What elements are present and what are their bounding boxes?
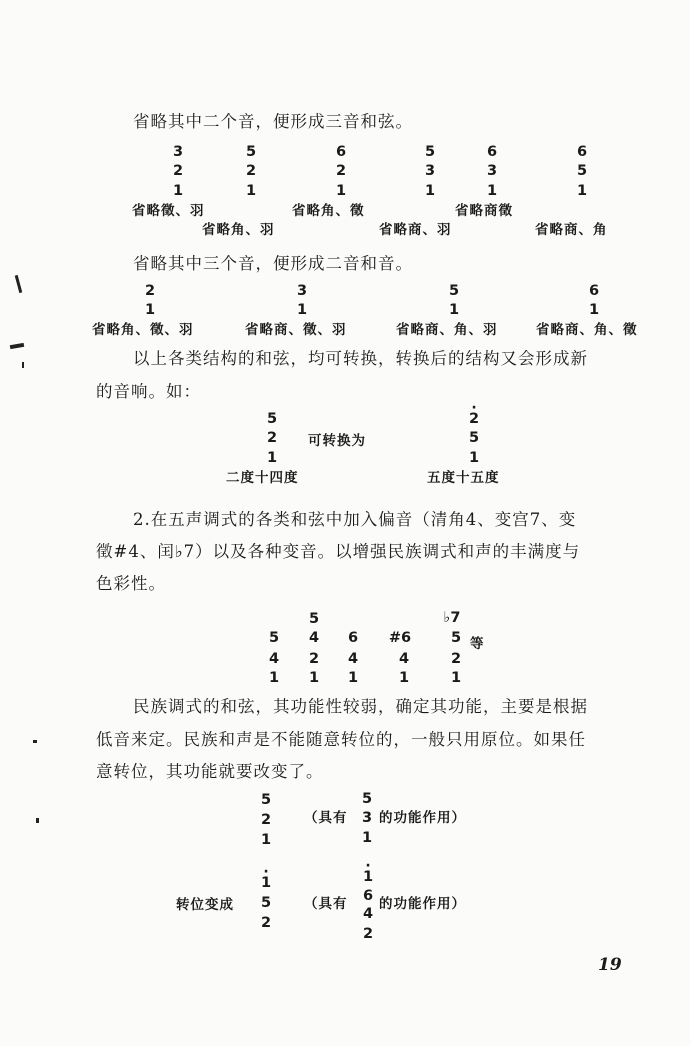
triad-4-bass: 1 xyxy=(424,183,436,199)
altered-3-mid: 4 xyxy=(347,651,359,667)
dyad-3-top: 5 xyxy=(448,283,460,299)
inversion-frac-bass: 2 xyxy=(362,926,374,942)
altered-2-upper: 4 xyxy=(308,630,320,646)
altered-2-mid: 2 xyxy=(308,651,320,667)
dyad-label-2: 省略商、徵、羽 xyxy=(245,322,347,338)
triad-1-mid: 2 xyxy=(172,163,184,179)
altered-3-top: 6 xyxy=(347,630,359,646)
scan-speck xyxy=(36,818,39,823)
dyad-label-4: 省略商、角、徵 xyxy=(536,322,638,338)
inversion-frac-top-digit: · 1 xyxy=(363,869,373,885)
altered-5-mid: 2 xyxy=(450,651,462,667)
paragraph-triads-intro: 省略其中二个音，便形成三音和弦。 xyxy=(133,112,413,131)
triad-2-bass: 1 xyxy=(245,183,257,199)
dyad-label-1: 省略角、徵、羽 xyxy=(92,322,194,338)
altered-5-top: ♭7 xyxy=(443,610,461,626)
function-root-mid: 2 xyxy=(260,812,272,828)
triad-3-top: 6 xyxy=(335,144,347,160)
paragraph-function-line2: 低音来定。民族和声是不能随意转位的，一般只用原位。如果任 xyxy=(96,730,586,749)
page-number: 19 xyxy=(598,955,622,975)
paragraph-altered-line2: 徵#4、闰♭7）以及各种变音。以增强民族调式和声的丰满度与 xyxy=(96,542,581,561)
triad-label-6: 省略商、角 xyxy=(535,222,608,238)
dyad-1-bass: 1 xyxy=(144,302,156,318)
inversion-top xyxy=(256,875,276,891)
inversion-frac-upper: 6 xyxy=(362,888,374,904)
inversion-close: 的功能作用） xyxy=(379,896,466,912)
altered-3-bass: 1 xyxy=(347,670,359,686)
function-root-open: （具有 xyxy=(304,810,348,826)
conversion-right-caption: 五度十五度 xyxy=(427,470,500,486)
altered-2-top: 5 xyxy=(308,611,320,627)
triad-6-bass: 1 xyxy=(576,183,588,199)
conversion-left-top: 5 xyxy=(266,411,278,427)
triad-6-top: 6 xyxy=(576,144,588,160)
inversion-mid: 5 xyxy=(260,895,272,911)
dyad-1-top: 2 xyxy=(144,283,156,299)
triad-label-3: 省略角、徵 xyxy=(292,203,365,219)
inversion-bass: 2 xyxy=(260,915,272,931)
dyad-4-top: 6 xyxy=(588,283,600,299)
triad-3-bass: 1 xyxy=(335,183,347,199)
triad-3-mid: 2 xyxy=(335,163,347,179)
function-root-close: 的功能作用） xyxy=(379,810,466,826)
triad-label-1: 省略徵、羽 xyxy=(132,203,205,219)
inversion-prefix: 转位变成 xyxy=(176,897,234,913)
triad-4-mid: 3 xyxy=(424,163,436,179)
inversion-top-digit: · 1 xyxy=(261,875,271,891)
altered-etc: 等 xyxy=(470,636,485,652)
altered-1-mid: 4 xyxy=(268,651,280,667)
triad-label-4: 省略商、羽 xyxy=(379,222,452,238)
function-root-top: 5 xyxy=(260,792,272,808)
triad-2-top: 5 xyxy=(245,144,257,160)
paragraph-altered-line3: 色彩性。 xyxy=(96,574,166,593)
inversion-open: （具有 xyxy=(304,896,348,912)
conversion-right-top xyxy=(464,411,484,427)
conversion-arrow-text: 可转换为 xyxy=(308,433,366,449)
paragraph-function-line1: 民族调式的和弦，其功能性较弱，确定其功能，主要是根据 xyxy=(133,697,588,716)
altered-1-bass: 1 xyxy=(268,670,280,686)
conversion-left-mid: 2 xyxy=(266,430,278,446)
conversion-right-top-digit: · 2 xyxy=(469,411,479,427)
altered-5-upper: 5 xyxy=(450,630,462,646)
triad-label-2: 省略角、羽 xyxy=(202,222,275,238)
paragraph-inversion-line2: 的音响。如： xyxy=(96,382,201,401)
altered-1-top: 5 xyxy=(268,630,280,646)
conversion-right-bass: 1 xyxy=(468,450,480,466)
triad-5-bass: 1 xyxy=(486,183,498,199)
inversion-frac-top xyxy=(358,869,378,885)
triad-1-top: 3 xyxy=(172,144,184,160)
paragraph-inversion-line1: 以上各类结构的和弦，均可转换，转换后的结构又会形成新 xyxy=(133,349,588,368)
triad-4-top: 5 xyxy=(424,144,436,160)
dyad-2-top: 3 xyxy=(296,283,308,299)
scan-speck xyxy=(33,740,37,743)
scan-speck xyxy=(22,362,24,368)
triad-6-mid: 5 xyxy=(576,163,588,179)
function-root-frac-bass: 1 xyxy=(361,830,373,846)
paragraph-dyads-intro: 省略其中三个音，便形成二音和音。 xyxy=(133,254,413,273)
scan-speck xyxy=(15,275,23,293)
scan-speck xyxy=(10,343,24,349)
conversion-right-mid: 5 xyxy=(468,430,480,446)
paragraph-altered-line1: 2.在五声调式的各类和弦中加入偏音（清角4、变宫7、变 xyxy=(133,510,577,529)
altered-5-bass: 1 xyxy=(450,670,462,686)
altered-2-bass: 1 xyxy=(308,670,320,686)
triad-5-top: 6 xyxy=(486,144,498,160)
dyad-4-bass: 1 xyxy=(588,302,600,318)
triad-1-bass: 1 xyxy=(172,183,184,199)
triad-2-mid: 2 xyxy=(245,163,257,179)
paragraph-function-line3: 意转位，其功能就要改变了。 xyxy=(96,762,324,781)
dyad-3-bass: 1 xyxy=(448,302,460,318)
function-root-bass: 1 xyxy=(260,832,272,848)
altered-4-top: #6 xyxy=(388,630,412,646)
triad-label-5: 省略商徵 xyxy=(455,203,513,219)
altered-4-mid: 4 xyxy=(398,651,410,667)
function-root-frac-mid: 3 xyxy=(361,810,373,826)
conversion-left-bass: 1 xyxy=(266,450,278,466)
function-root-frac-top: 5 xyxy=(361,791,373,807)
conversion-left-caption: 二度十四度 xyxy=(226,470,299,486)
dyad-2-bass: 1 xyxy=(296,302,308,318)
dyad-label-3: 省略商、角、羽 xyxy=(396,322,498,338)
inversion-frac-mid: 4 xyxy=(362,906,374,922)
altered-4-bass: 1 xyxy=(398,670,410,686)
triad-5-mid: 3 xyxy=(486,163,498,179)
